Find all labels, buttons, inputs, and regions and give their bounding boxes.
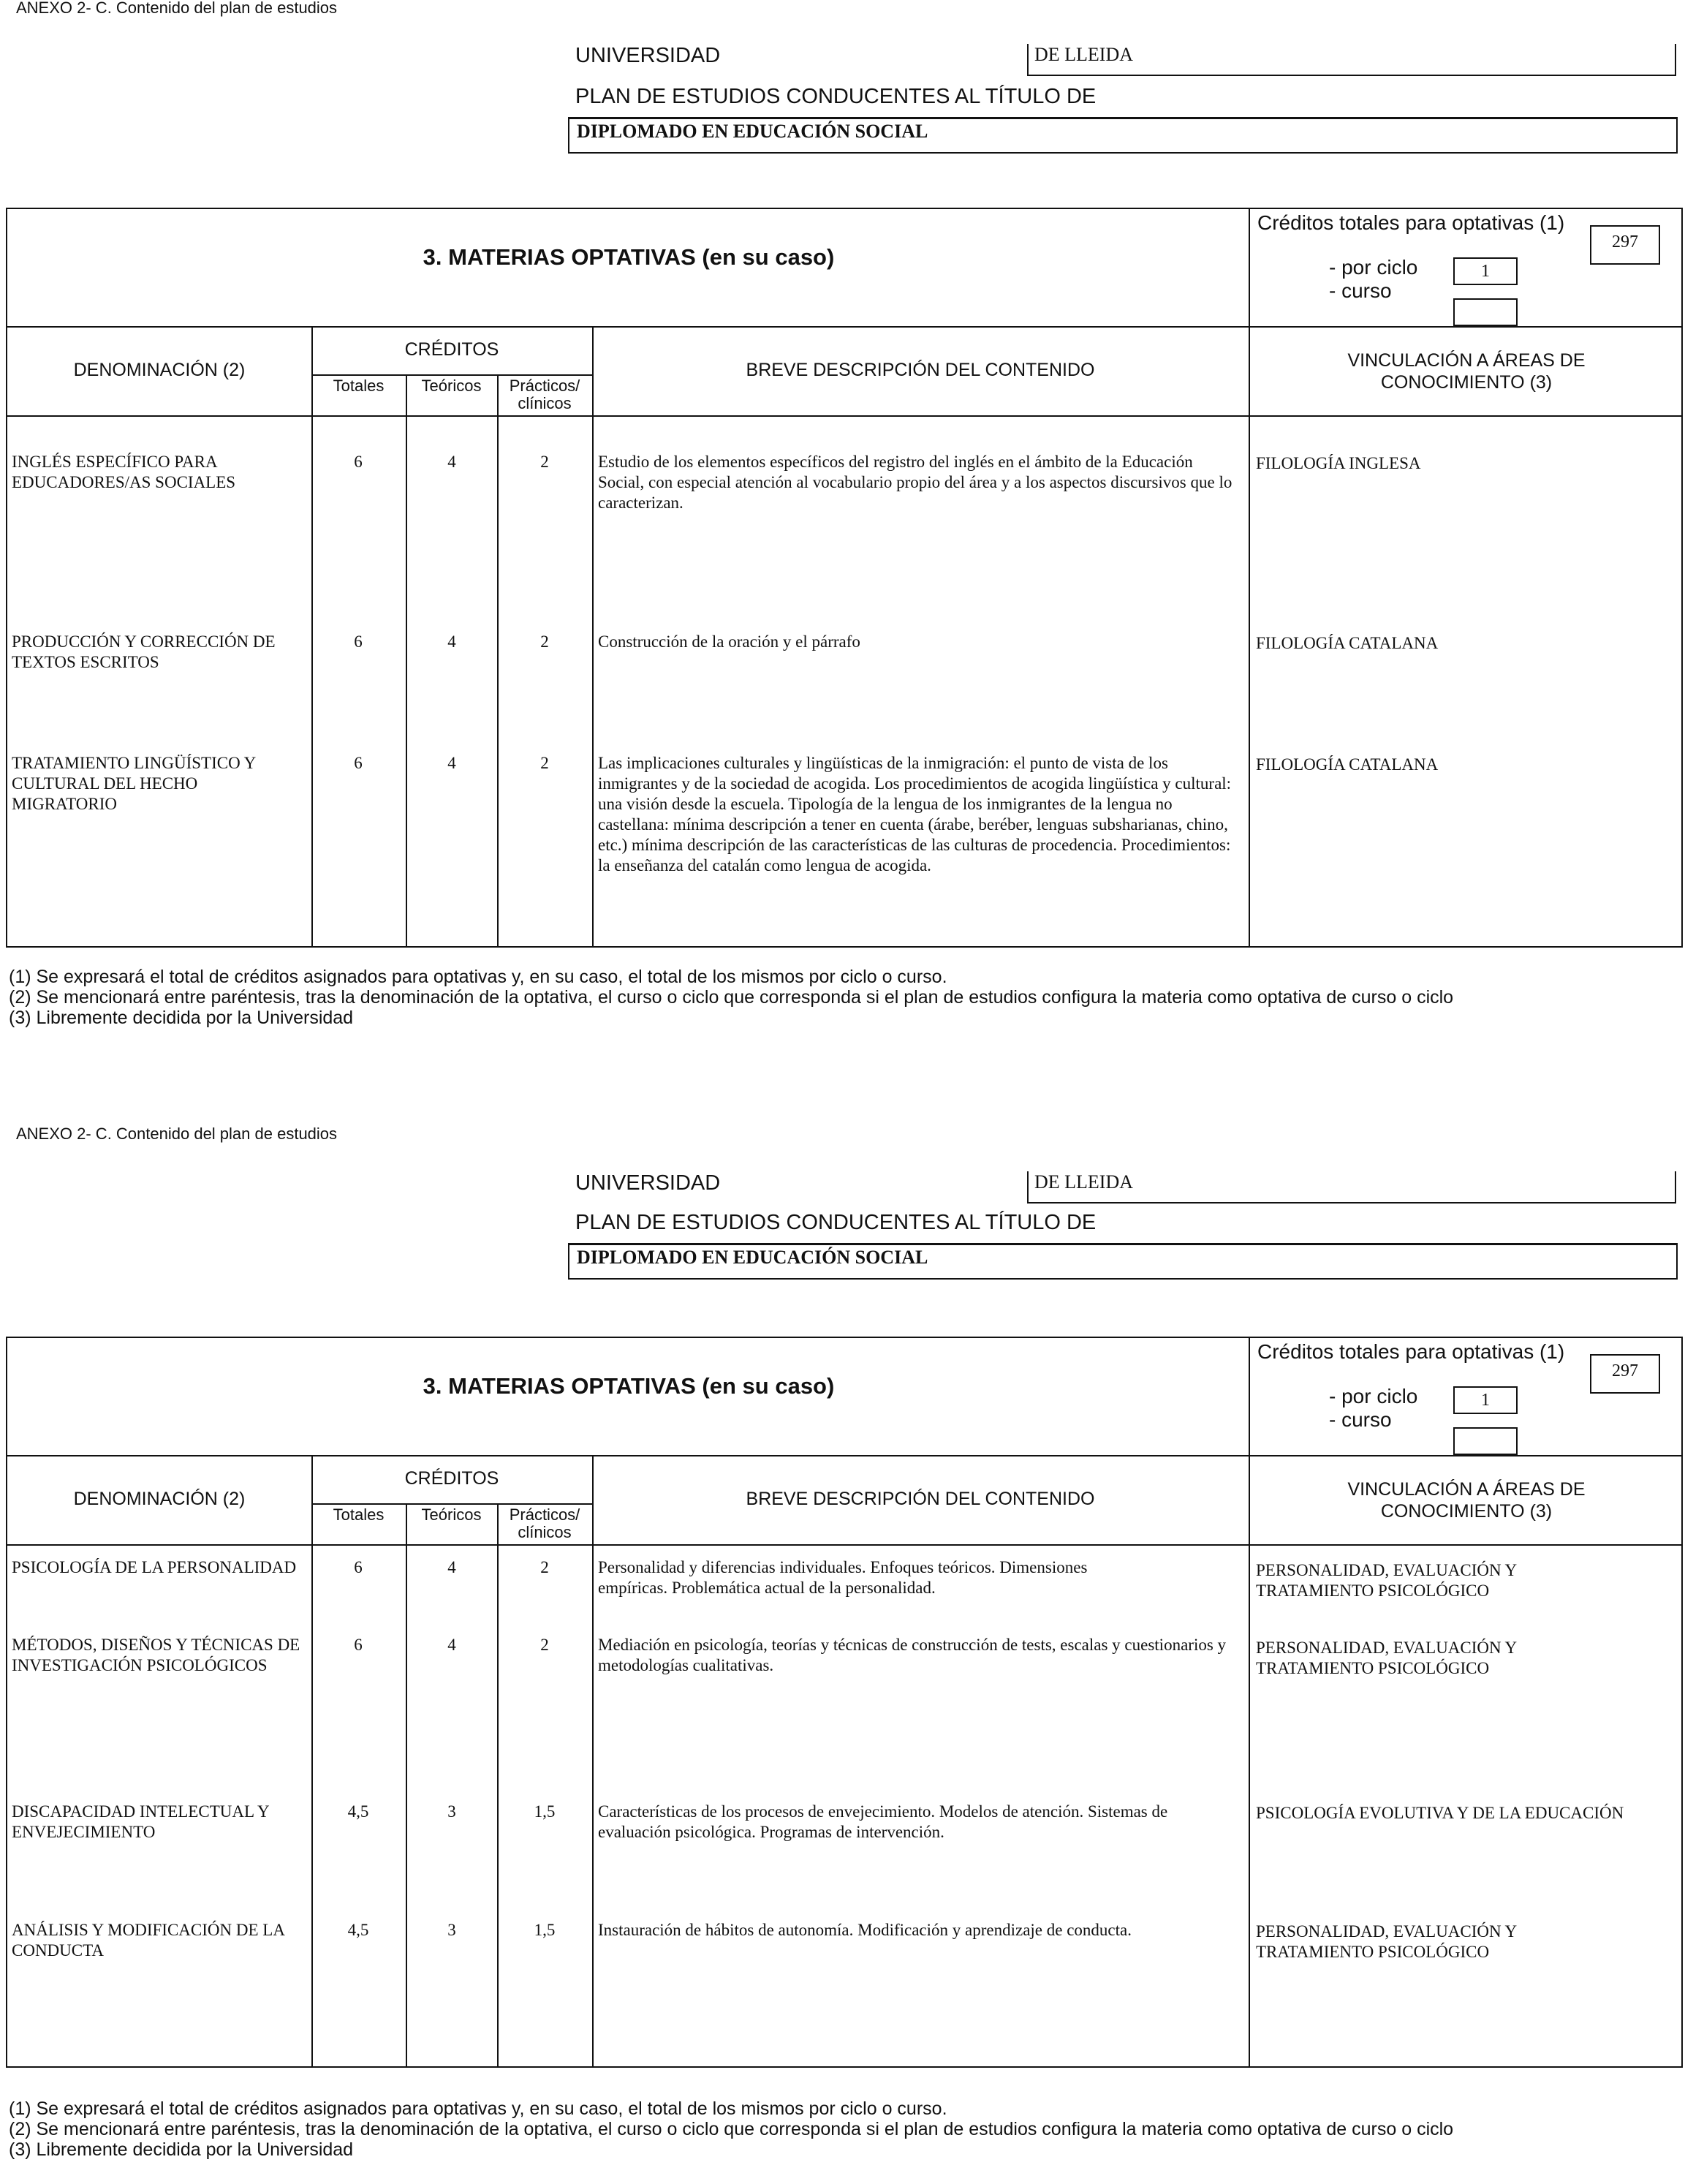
footnote-1: (1) Se expresará el total de créditos asignados para optativas y, en su caso, el total de los mismos por ciclo o curso.: [9, 967, 947, 987]
optativas-table: [6, 1337, 1683, 2068]
row2-area: FILOLOGÍA CATALANA: [1256, 634, 1439, 652]
degree-title: DIPLOMADO EN EDUCACIÓN SOCIAL: [568, 1243, 1678, 1280]
row2-name: MÉTODOS, DISEÑOS Y TÉCNICAS DE INVESTIGACIÓN PSICOLÓGICOS: [12, 1636, 300, 1674]
degree-title: DIPLOMADO EN EDUCACIÓN SOCIAL: [568, 117, 1678, 154]
course-box: [1453, 298, 1518, 326]
per-cycle-label: - por ciclo: [1329, 256, 1418, 279]
row2-descripcion: Mediación en psicología, teorías y técnicas de construcción de tests, escalas y cuestionarios y metodologías cualitativas.: [598, 1636, 1227, 1674]
row3-descripcion: Características de los procesos de envejecimiento. Modelos de atención. Sistemas de evaluación psicológica. Programas de intervención.: [598, 1802, 1168, 1841]
col-practicos: Prácticos/ clínicos: [509, 377, 580, 412]
university-label: UNIVERSIDAD: [575, 44, 721, 67]
footnotes: [9, 967, 1661, 1028]
col-descripcion: BREVE DESCRIPCIÓN DEL CONTENIDO: [746, 360, 1095, 380]
row1-area: FILOLOGÍA INGLESA: [1256, 454, 1421, 472]
row2-practicos: 2: [540, 632, 549, 651]
row1-totales: 6: [354, 1558, 363, 1576]
annex-title: ANEXO 2- C. Contenido del plan de estudios: [16, 0, 338, 17]
row3-teoricos: 4: [447, 754, 456, 772]
row2-teoricos: 4: [447, 1636, 456, 1654]
col-totales: Totales: [333, 377, 385, 395]
plan-label: PLAN DE ESTUDIOS CONDUCENTES AL TÍTULO DE: [575, 1211, 1097, 1234]
row4-practicos: 1,5: [534, 1921, 556, 1939]
row3-name: DISCAPACIDAD INTELECTUAL Y ENVEJECIMIENTO: [12, 1802, 269, 1841]
row4-descripcion: Instauración de hábitos de autonomía. Modificación y aprendizaje de conducta.: [598, 1921, 1132, 1939]
row3-practicos: 2: [540, 754, 549, 772]
row2-descripcion: Construcción de la oración y el párrafo: [598, 632, 860, 651]
col-creditos: CRÉDITOS: [404, 339, 499, 360]
footnote-3: (3) Libremente decidida por la Universidad: [9, 1008, 354, 1028]
col-totales: Totales: [333, 1505, 385, 1524]
section-title: 3. MATERIAS OPTATIVAS (en su caso): [423, 244, 835, 270]
row1-descripcion: Estudio de los elementos específicos del registro del inglés en el ámbito de la Educación Social, con especial atención al vocabulario propio del área y a los aspectos discursivos que lo caracterizan.: [598, 453, 1232, 512]
credits-total-box: 297: [1590, 225, 1660, 265]
col-teoricos: Teóricos: [421, 1505, 482, 1524]
row4-teoricos: 3: [447, 1921, 456, 1939]
row3-area: FILOLOGÍA CATALANA: [1256, 755, 1439, 774]
footnote-2: (2) Se mencionará entre paréntesis, tras la denominación de la optativa, el curso o ciclo que corresponda si el plan de estudios configura la materia como optativa de curso o ciclo: [9, 987, 1454, 1008]
row1-teoricos: 4: [447, 1558, 456, 1576]
row1-name: PSICOLOGÍA DE LA PERSONALIDAD: [12, 1558, 297, 1576]
row1-practicos: 2: [540, 453, 549, 471]
col-creditos: CRÉDITOS: [404, 1468, 499, 1489]
col-denominacion: DENOMINACIÓN (2): [73, 1489, 246, 1509]
col-teoricos: Teóricos: [421, 377, 482, 395]
col-denominacion: DENOMINACIÓN (2): [73, 360, 246, 380]
row2-practicos: 2: [540, 1636, 549, 1654]
footnote-1: (1) Se expresará el total de créditos asignados para optativas y, en su caso, el total de los mismos por ciclo o curso.: [9, 2098, 947, 2119]
row1-teoricos: 4: [447, 453, 456, 471]
credits-total-label: Créditos totales para optativas (1): [1257, 1340, 1565, 1363]
row3-practicos: 1,5: [534, 1802, 556, 1821]
footnote-3: (3) Libremente decidida por la Universidad: [9, 2139, 354, 2160]
col-vinculacion: VINCULACIÓN A ÁREAS DE CONOCIMIENTO (3): [1347, 1479, 1586, 1522]
row3-totales: 6: [354, 754, 363, 772]
plan-label: PLAN DE ESTUDIOS CONDUCENTES AL TÍTULO DE: [575, 85, 1097, 108]
per-cycle-box: 1: [1453, 1386, 1518, 1414]
optativas-table: [6, 208, 1683, 948]
per-cycle-label: - por ciclo: [1329, 1385, 1418, 1407]
row2-totales: 6: [354, 1636, 363, 1654]
course-label: - curso: [1329, 279, 1392, 302]
row3-teoricos: 3: [447, 1802, 456, 1821]
row3-name: TRATAMIENTO LINGÜÍSTICO Y CULTURAL DEL HECHO MIGRATORIO: [12, 754, 256, 813]
row4-totales: 4,5: [347, 1921, 369, 1939]
course-label: - curso: [1329, 1408, 1392, 1431]
row3-totales: 4,5: [347, 1802, 369, 1821]
row1-practicos: 2: [540, 1558, 549, 1576]
col-descripcion: BREVE DESCRIPCIÓN DEL CONTENIDO: [746, 1489, 1095, 1509]
university-value: DE LLEIDA: [1027, 1171, 1676, 1204]
row2-area: PERSONALIDAD, EVALUACIÓN Y TRATAMIENTO PSICOLÓGICO: [1256, 1639, 1517, 1677]
annex-title: ANEXO 2- C. Contenido del plan de estudios: [16, 1125, 338, 1143]
row1-descripcion: Personalidad y diferencias individuales. Enfoques teóricos. Dimensiones empíricas. Problemática actual de la personalidad.: [598, 1558, 1088, 1597]
col-vinculacion: VINCULACIÓN A ÁREAS DE CONOCIMIENTO (3): [1347, 350, 1586, 393]
row4-area: PERSONALIDAD, EVALUACIÓN Y TRATAMIENTO PSICOLÓGICO: [1256, 1922, 1517, 1961]
credits-total-label: Créditos totales para optativas (1): [1257, 211, 1565, 234]
per-cycle-box: 1: [1453, 257, 1518, 285]
university-label: UNIVERSIDAD: [575, 1171, 721, 1195]
col-practicos: Prácticos/ clínicos: [509, 1505, 580, 1541]
footnotes: [9, 2098, 1661, 2160]
credits-total-box: 297: [1590, 1354, 1660, 1394]
row1-area: PERSONALIDAD, EVALUACIÓN Y TRATAMIENTO PSICOLÓGICO: [1256, 1561, 1517, 1600]
row2-name: PRODUCCIÓN Y CORRECCIÓN DE TEXTOS ESCRITOS: [12, 632, 276, 671]
footnote-2: (2) Se mencionará entre paréntesis, tras la denominación de la optativa, el curso o ciclo que corresponda si el plan de estudios configura la materia como optativa de curso o ciclo: [9, 2119, 1454, 2139]
row4-name: ANÁLISIS Y MODIFICACIÓN DE LA CONDUCTA: [12, 1921, 284, 1960]
row2-totales: 6: [354, 632, 363, 651]
row2-teoricos: 4: [447, 632, 456, 651]
row1-totales: 6: [354, 453, 363, 471]
course-box: [1453, 1427, 1518, 1455]
section-title: 3. MATERIAS OPTATIVAS (en su caso): [423, 1373, 835, 1399]
row3-area: PSICOLOGÍA EVOLUTIVA Y DE LA EDUCACIÓN: [1256, 1804, 1624, 1822]
row1-name: INGLÉS ESPECÍFICO PARA EDUCADORES/AS SOCIALES: [12, 453, 236, 491]
row3-descripcion: Las implicaciones culturales y lingüísticas de la inmigración: el punto de vista de los inmigrantes y de la sociedad de acogida. Los procedimientos de acogida lingüística y cultural: una visión desde la escuela. Tipología de la lengua de los inmigrantes de la lengua no castellana: mínima descripción a tener en cuenta (árabe, beréber, lenguas subsharianas, chino, etc.) mínima descripción de las características de las culturas de procedencia. Procedimientos: la enseñanza del catalán como lengua de acogida.: [598, 754, 1232, 874]
university-value: DE LLEIDA: [1027, 44, 1676, 76]
